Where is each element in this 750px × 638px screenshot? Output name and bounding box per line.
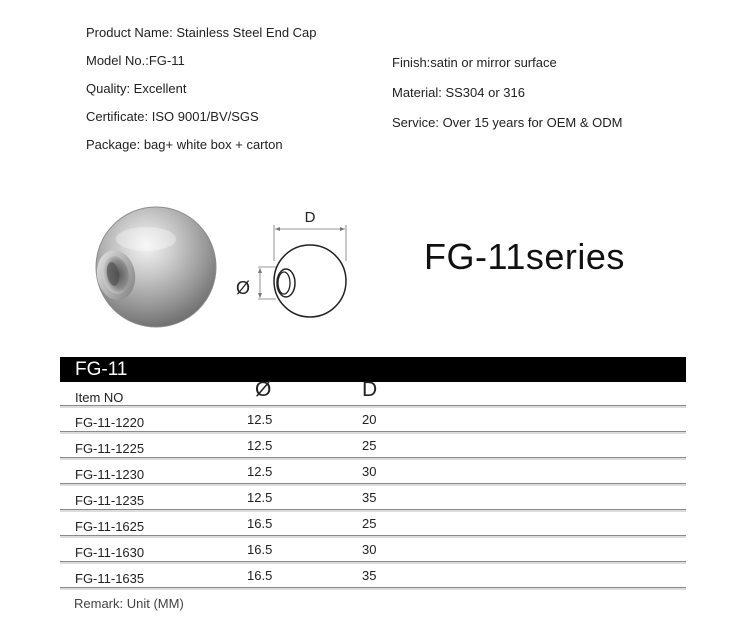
spec-model-no: Model No.:FG-11	[86, 53, 185, 68]
remark-unit: Remark: Unit (MM)	[74, 596, 184, 611]
end-cap-ball-image	[94, 205, 218, 329]
cell-phi: 12.5	[247, 438, 273, 453]
diameter-d-label: D	[304, 209, 316, 226]
table-title: FG-11	[75, 359, 128, 380]
header-d: D	[362, 378, 378, 401]
cell-d: 30	[362, 464, 377, 479]
spec-certificate: Certificate: ISO 9001/BV/SGS	[86, 109, 259, 124]
cell-phi: 16.5	[247, 568, 273, 583]
spec-service: Service: Over 15 years for OEM & ODM	[392, 115, 623, 130]
cell-d: 20	[362, 412, 377, 427]
cell-phi: 12.5	[247, 464, 273, 479]
cell-phi: 16.5	[247, 516, 273, 531]
cell-item-no: FG-11-1630	[75, 545, 145, 560]
table-row	[60, 564, 686, 590]
cell-item-no: FG-11-1625	[75, 519, 145, 534]
header-item-no: Item NO	[75, 390, 124, 405]
cell-item-no: FG-11-1225	[75, 441, 145, 456]
table-row	[60, 408, 686, 434]
cell-d: 25	[362, 516, 377, 531]
cell-phi: 12.5	[247, 412, 273, 427]
table-row	[60, 512, 686, 538]
spec-product-name: Product Name: Stainless Steel End Cap	[86, 25, 317, 40]
row-divider	[60, 587, 686, 590]
cell-d: 35	[362, 568, 377, 583]
spec-quality: Quality: Excellent	[86, 81, 187, 96]
table-row	[60, 434, 686, 460]
table-row	[60, 460, 686, 486]
cell-item-no: FG-11-1230	[75, 467, 145, 482]
cell-phi: 12.5	[247, 490, 273, 505]
hole-diameter-label: Ø	[235, 278, 251, 298]
cell-item-no: FG-11-1235	[75, 493, 145, 508]
cell-phi: 16.5	[247, 542, 273, 557]
cell-d: 35	[362, 490, 377, 505]
spec-package: Package: bag+ white box + carton	[86, 137, 283, 152]
spec-material: Material: SS304 or 316	[392, 85, 525, 100]
table-row	[60, 486, 686, 512]
spec-finish: Finish:satin or mirror surface	[392, 55, 557, 70]
cell-item-no: FG-11-1220	[75, 415, 145, 430]
series-title: FG-11series	[424, 236, 625, 277]
cell-item-no: FG-11-1635	[75, 571, 145, 586]
dimension-drawing	[228, 205, 356, 327]
cell-d: 30	[362, 542, 377, 557]
table-row	[60, 538, 686, 564]
table-header-row	[60, 378, 686, 408]
header-phi: Ø	[255, 378, 272, 401]
cell-d: 25	[362, 438, 377, 453]
